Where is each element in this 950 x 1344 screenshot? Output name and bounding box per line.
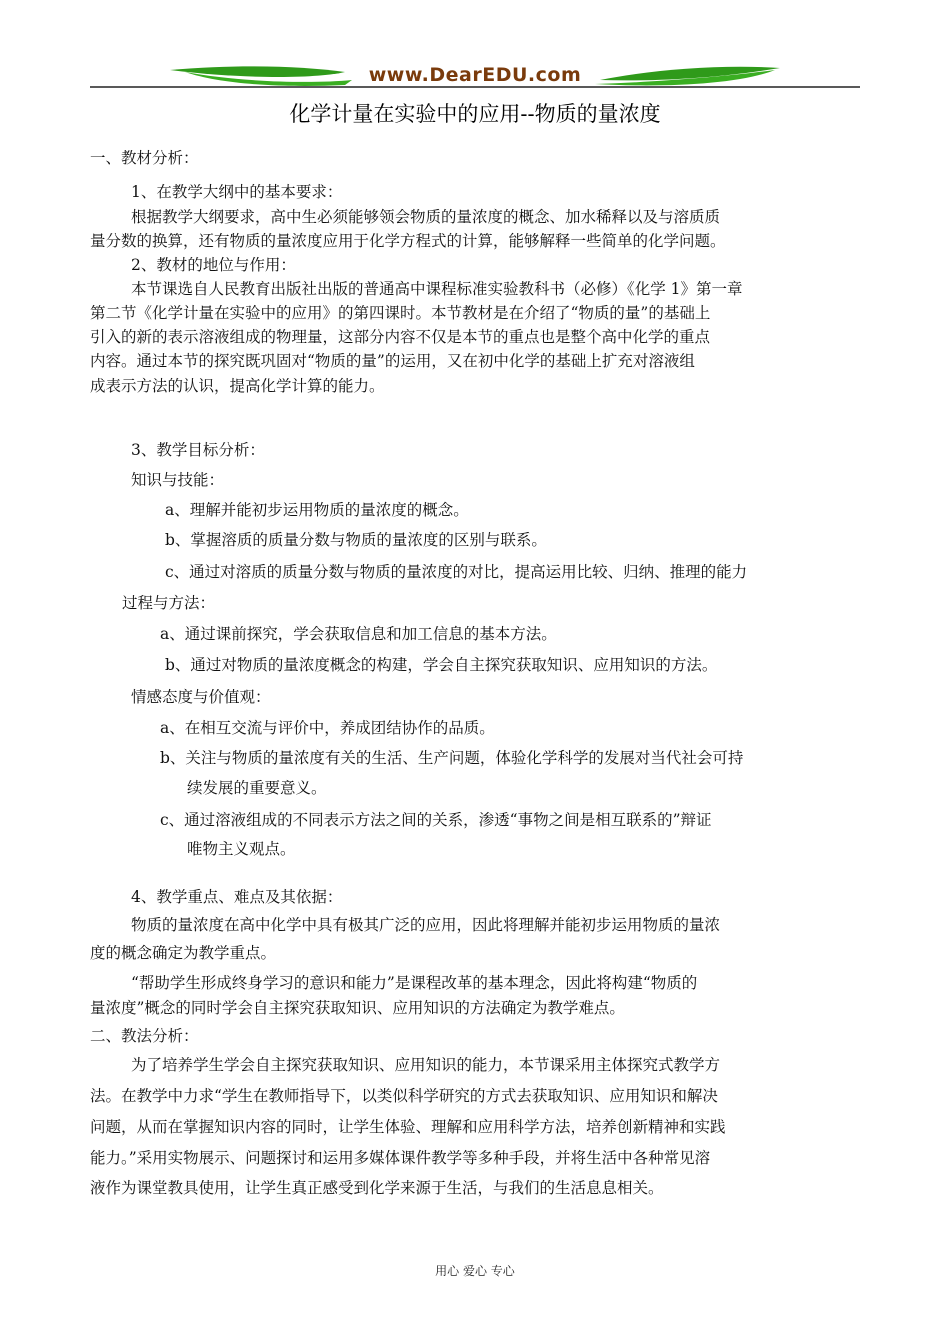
text-line: b、关注与物质的量浓度有关的生活、生产问题，体验化学科学的发展对当代社会可持 <box>160 749 744 767</box>
text-line: 物质的量浓度在高中化学中具有极其广泛的应用，因此将理解并能初步运用物质的量浓 <box>131 916 721 934</box>
text-line: 引入的新的表示溶液组成的物理量，这部分内容不仅是本节的重点也是整个高中化学的重点 <box>90 328 711 346</box>
text-line: 本节课选自人民教育出版社出版的普通高中课程标准实验教科书（必修）《化学 1》第一章 <box>131 280 743 298</box>
text-line: 成表示方法的认识，提高化学计算的能力。 <box>90 377 385 395</box>
text-line: c、通过对溶质的质量分数与物质的量浓度的对比，提高运用比较、归纳、推理的能力 <box>165 563 748 581</box>
text-line: 度的概念确定为教学重点。 <box>90 944 277 962</box>
text-line: a、在相互交流与评价中，养成团结协作的品质。 <box>160 719 495 737</box>
text-line: c、通过溶液组成的不同表示方法之间的关系，渗透“事物之间是相互联系的”辩证 <box>160 811 712 829</box>
document-title: 化学计量在实验中的应用--物质的量浓度 <box>289 102 661 126</box>
text-line: 2、教材的地位与作用： <box>131 256 296 274</box>
text-line: 法。在教学中力求“学生在教师指导下，以类似科学研究的方式去获取知识、应用知识和解决 <box>90 1087 718 1105</box>
text-line: 1、在教学大纲中的基本要求： <box>131 183 343 201</box>
text-line: “帮助学生形成终身学习的意识和能力”是课程改革的基本理念，因此将构建“物质的 <box>131 974 698 992</box>
text-line: 唯物主义观点。 <box>187 840 296 858</box>
text-line: 能力。”采用实物展示、问题探讨和运用多媒体课件教学等多种手段，并将生活中各种常见溶 <box>90 1149 711 1167</box>
text-line: 3、教学目标分析： <box>131 441 265 459</box>
text-line: 知识与技能： <box>131 471 225 489</box>
text-line: b、掌握溶质的质量分数与物质的量浓度的区别与联系。 <box>165 531 547 549</box>
text-line: a、理解并能初步运用物质的量浓度的概念。 <box>165 501 469 519</box>
text-line: 量分数的换算，还有物质的量浓度应用于化学方程式的计算，能够解释一些简单的化学问题。 <box>90 232 726 250</box>
text-line: 液作为课堂教具使用，让学生真正感受到化学来源于生活，与我们的生活息息相关。 <box>90 1179 664 1197</box>
text-line: a、通过课前探究，学会获取信息和加工信息的基本方法。 <box>160 625 557 643</box>
text-line: 情感态度与价值观： <box>131 688 271 706</box>
site-header-banner <box>90 58 860 92</box>
text-line: 根据教学大纲要求，高中生必须能够领会物质的量浓度的概念、加水稀释以及与溶质质 <box>131 208 721 226</box>
text-line: 量浓度”概念的同时学会自主探究获取知识、应用知识的方法确定为教学难点。 <box>90 999 625 1017</box>
text-line: 内容。通过本节的探究既巩固对“物质的量”的运用，又在初中化学的基础上扩充对溶液组 <box>90 352 695 370</box>
site-logo-text[interactable]: www.DearEDU.com <box>368 64 582 86</box>
text-line: 续发展的重要意义。 <box>187 779 327 797</box>
text-line: 问题，从而在掌握知识内容的同时，让学生体验、理解和应用科学方法，培养创新精神和实践 <box>90 1118 726 1136</box>
text-line: 第二节《化学计量在实验中的应用》的第四课时。本节教材是在介绍了“物质的量”的基础上 <box>90 304 711 322</box>
text-line: 二、教法分析： <box>90 1027 199 1045</box>
text-line: 为了培养学生学会自主探究获取知识、应用知识的能力，本节课采用主体探究式教学方 <box>131 1056 721 1074</box>
page-footer: 用心 爱心 专心 <box>435 1264 515 1278</box>
text-line: 4、教学重点、难点及其依据： <box>131 888 343 906</box>
text-line: b、通过对物质的量浓度概念的构建，学会自主探究获取知识、应用知识的方法。 <box>165 656 718 674</box>
text-line: 过程与方法： <box>122 594 216 612</box>
text-line: 一、教材分析： <box>90 149 199 167</box>
